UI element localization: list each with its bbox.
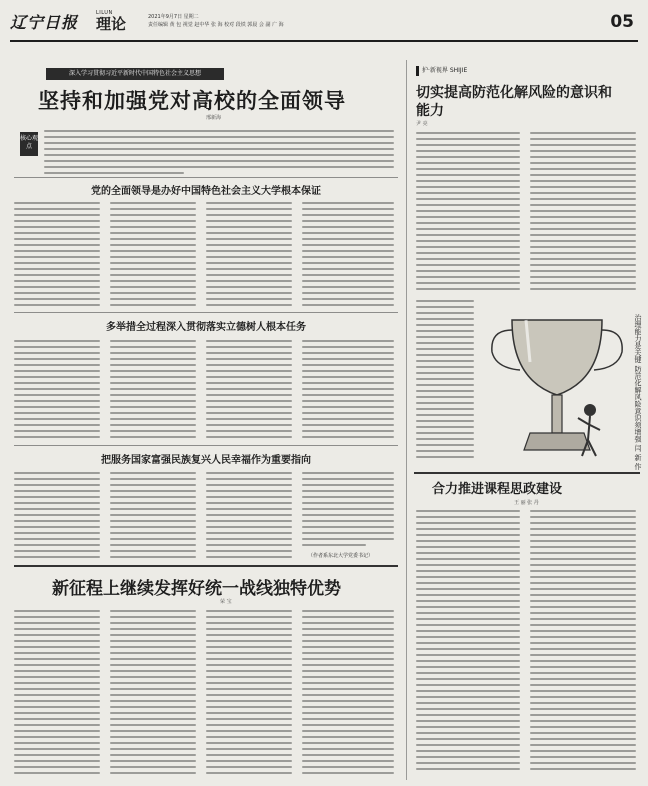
rule xyxy=(14,565,398,567)
editor-credits: 责任编辑 黄 包 视觉 赵中华 张 海 校对 段铁 郭晨 会 副 广 海 xyxy=(148,22,284,28)
newspaper-logo: 辽宁日报 xyxy=(10,13,79,32)
body-col-3c xyxy=(206,472,292,562)
rule xyxy=(14,445,398,446)
body-col-2c xyxy=(206,340,292,442)
subhead-2: 多举措全过程深入贯彻落实立德树人根本任务 xyxy=(106,322,306,333)
masthead xyxy=(10,8,638,42)
body-col-1d xyxy=(302,202,394,310)
author-note: （作者系东北大学党委书记） xyxy=(308,553,374,559)
rule xyxy=(14,312,398,313)
subhead-1: 党的全面领导是办好中国特色社会主义大学根本保证 xyxy=(91,186,321,197)
body-col-4c xyxy=(206,610,292,778)
issue-date: 2021年9月7日 星期二 xyxy=(148,14,199,20)
body-col-1c xyxy=(206,202,292,310)
right-body-c xyxy=(416,300,474,462)
body-col-4a xyxy=(14,610,100,778)
rule xyxy=(414,472,640,474)
section-pinyin: LILUN xyxy=(96,10,113,16)
right-second-author: 王 丽 张 丹 xyxy=(514,500,539,506)
section-block xyxy=(96,10,142,36)
series-banner: 深入学习贯彻习近平新时代中国特色社会主义思想 xyxy=(46,68,224,80)
right-author: 尹 亮 xyxy=(416,121,428,127)
rule xyxy=(14,177,398,178)
right-body-a xyxy=(416,132,520,294)
masthead-meta xyxy=(148,13,284,29)
key-point-badge: 核心观点 xyxy=(20,132,38,156)
cartoon-caption: 治理能力是关键 防范化解风险意识须增强 闫 新 作 xyxy=(634,314,642,470)
page-number: 05 xyxy=(610,12,634,32)
body-col-2a xyxy=(14,340,100,442)
body-col-2d xyxy=(302,340,394,442)
body-col-4d xyxy=(302,610,394,778)
column-kicker: 护·新视界 SHIJIE xyxy=(416,66,490,76)
right-body-e xyxy=(530,510,636,774)
body-col-4b xyxy=(110,610,196,778)
body-col-1a xyxy=(14,202,100,310)
lead-headline: 坚持和加强党对高校的全面领导 xyxy=(38,89,346,113)
body-col-2b xyxy=(110,340,196,442)
right-body-d xyxy=(416,510,520,774)
second-headline: 新征程上继续发挥好统一战线独特优势 xyxy=(52,579,341,599)
body-col-3d xyxy=(302,472,394,550)
lead-intro-text xyxy=(44,130,394,178)
body-col-3b xyxy=(110,472,196,562)
lead-author: 邢新海 xyxy=(206,115,222,121)
section-title: 理论 xyxy=(96,15,127,33)
right-second-headline: 合力推进课程思政建设 xyxy=(432,482,563,497)
body-col-3a xyxy=(14,472,100,562)
body-col-1b xyxy=(110,202,196,310)
second-author: 荣 宝 xyxy=(220,599,232,605)
right-headline: 切实提高防范化解风险的意识和能力 xyxy=(416,85,612,119)
right-body-b xyxy=(530,132,636,294)
column-divider xyxy=(406,60,407,780)
subhead-3: 把服务国家富强民族复兴人民幸福作为重要指向 xyxy=(101,455,311,466)
